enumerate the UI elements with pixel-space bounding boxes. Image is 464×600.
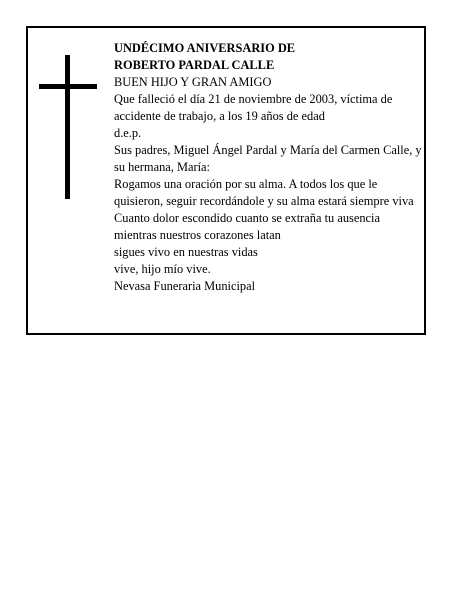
poem-line-3: sigues vivo en nuestras vidas xyxy=(114,245,258,259)
notice-heading-line2: ROBERTO PARDAL CALLE xyxy=(114,58,275,72)
obituary-notice xyxy=(26,26,426,335)
death-info: Que falleció el día 21 de noviembre de 2003, víctima de accidente de trabajo, a los 19 años de edad xyxy=(114,92,393,123)
notice-subtitle: BUEN HIJO Y GRAN AMIGO xyxy=(114,75,272,89)
notice-text xyxy=(114,40,424,295)
rip-text: d.e.p. xyxy=(114,126,142,140)
cross-horizontal-bar xyxy=(39,84,97,89)
family-text: Sus padres, Miguel Ángel Pardal y María del Carmen Calle, y su hermana, María: xyxy=(114,143,422,174)
poem-line-1: Cuanto dolor escondido cuanto se extraña tu ausencia xyxy=(114,211,380,225)
latin-cross-icon xyxy=(39,55,97,199)
funeral-home: Nevasa Funeraria Municipal xyxy=(114,279,256,293)
cross-vertical-bar xyxy=(65,55,70,199)
notice-heading-line1: UNDÉCIMO ANIVERSARIO DE xyxy=(114,41,296,55)
poem-line-2: mientras nuestros corazones latan xyxy=(114,228,281,242)
prayer-text: Rogamos una oración por su alma. A todos los que le quisieron, seguir recordándole y su alma estará siempre viva xyxy=(114,177,414,208)
poem-line-4: vive, hijo mío vive. xyxy=(114,262,211,276)
